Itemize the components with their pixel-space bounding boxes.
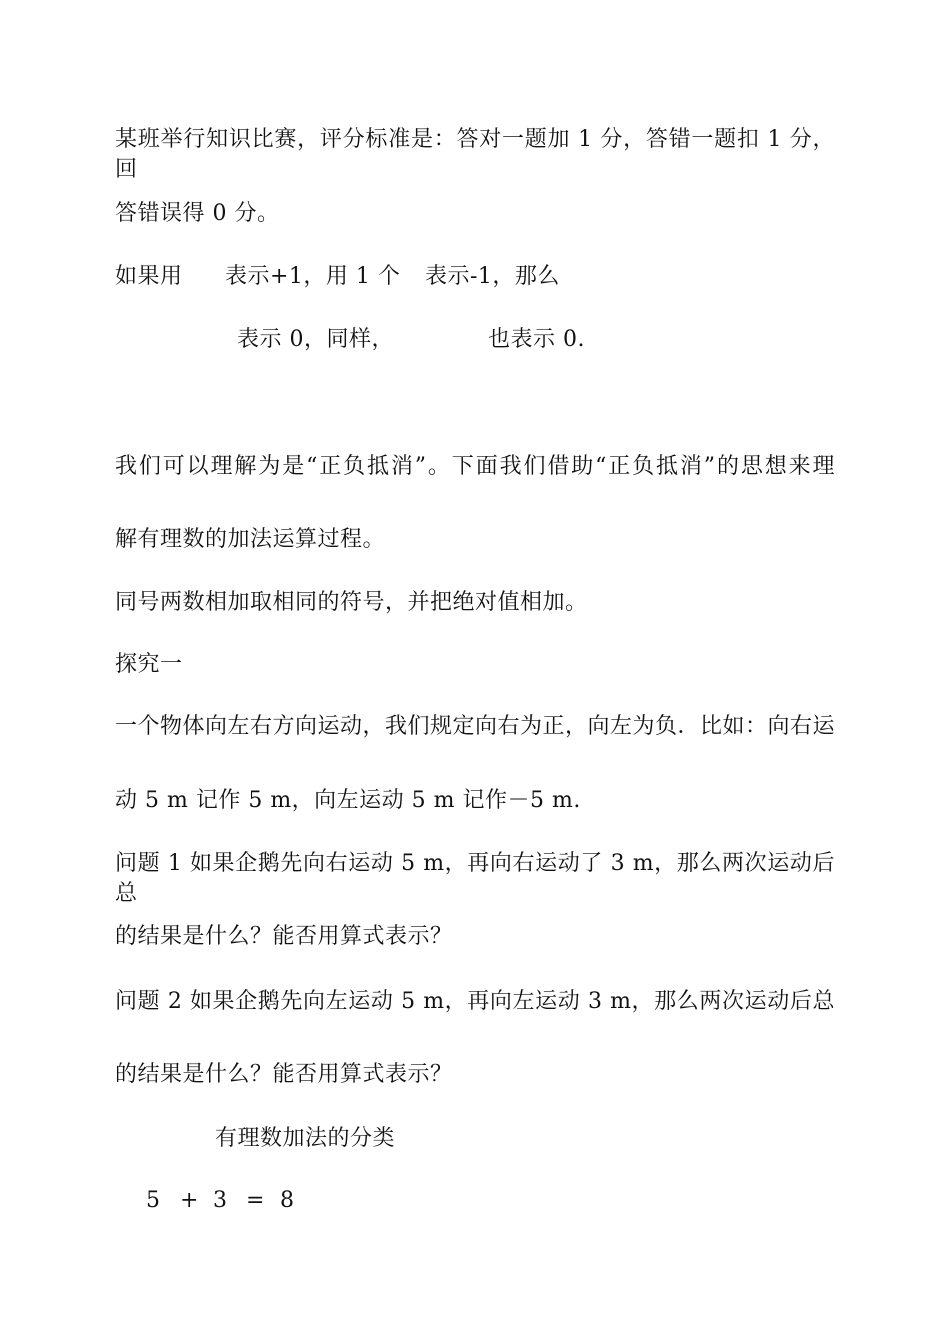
question-2-line: 的结果是什么？能否用算式表示？: [115, 1062, 453, 1087]
equation-operand-b: 3: [213, 1188, 227, 1213]
equation-result: 8: [280, 1188, 294, 1213]
paragraph-line: 我们可以理解为是“正负抵消”。下面我们借助“正负抵消”的思想来理: [115, 454, 835, 479]
question-1-line: 的结果是什么？能否用算式表示？: [115, 924, 453, 949]
paragraph-text: 表示-1，那么: [425, 264, 560, 289]
equation-plus: +: [180, 1188, 199, 1213]
paragraph-line: 答错误得 0 分。: [115, 201, 280, 226]
paragraph-text: 也表示 0.: [488, 327, 585, 352]
equation-equals: =: [246, 1188, 265, 1213]
paragraph-text: 表示+1，用 1 个: [225, 264, 401, 289]
paragraph-line: 解有理数的加法运算过程。: [115, 527, 386, 552]
paragraph-line: 某班举行知识比赛，评分标准是：答对一题加 1 分，答错一题扣 1 分，回: [115, 127, 835, 182]
rule-statement: 同号两数相加取相同的符号，并把绝对值相加。: [115, 590, 588, 615]
paragraph-line: 一个物体向左右方向运动，我们规定向右为正，向左为负．比如：向右运: [115, 714, 836, 739]
question-2-line: 问题 2 如果企鹅先向左运动 5 m，再向左运动 3 m，那么两次运动后总: [115, 989, 835, 1014]
section-heading: 探究一: [115, 652, 183, 677]
paragraph-line: 动 5 m 记作 5 m，向左运动 5 m 记作－5 m.: [115, 788, 581, 813]
paragraph-text: 表示 0，同样，: [237, 327, 394, 352]
section-title: 有理数加法的分类: [215, 1126, 396, 1151]
question-1-line: 问题 1 如果企鹅先向右运动 5 m，再向右运动了 3 m，那么两次运动后总: [115, 851, 835, 906]
paragraph-text: 如果用: [115, 264, 183, 289]
equation-operand-a: 5: [146, 1188, 160, 1213]
